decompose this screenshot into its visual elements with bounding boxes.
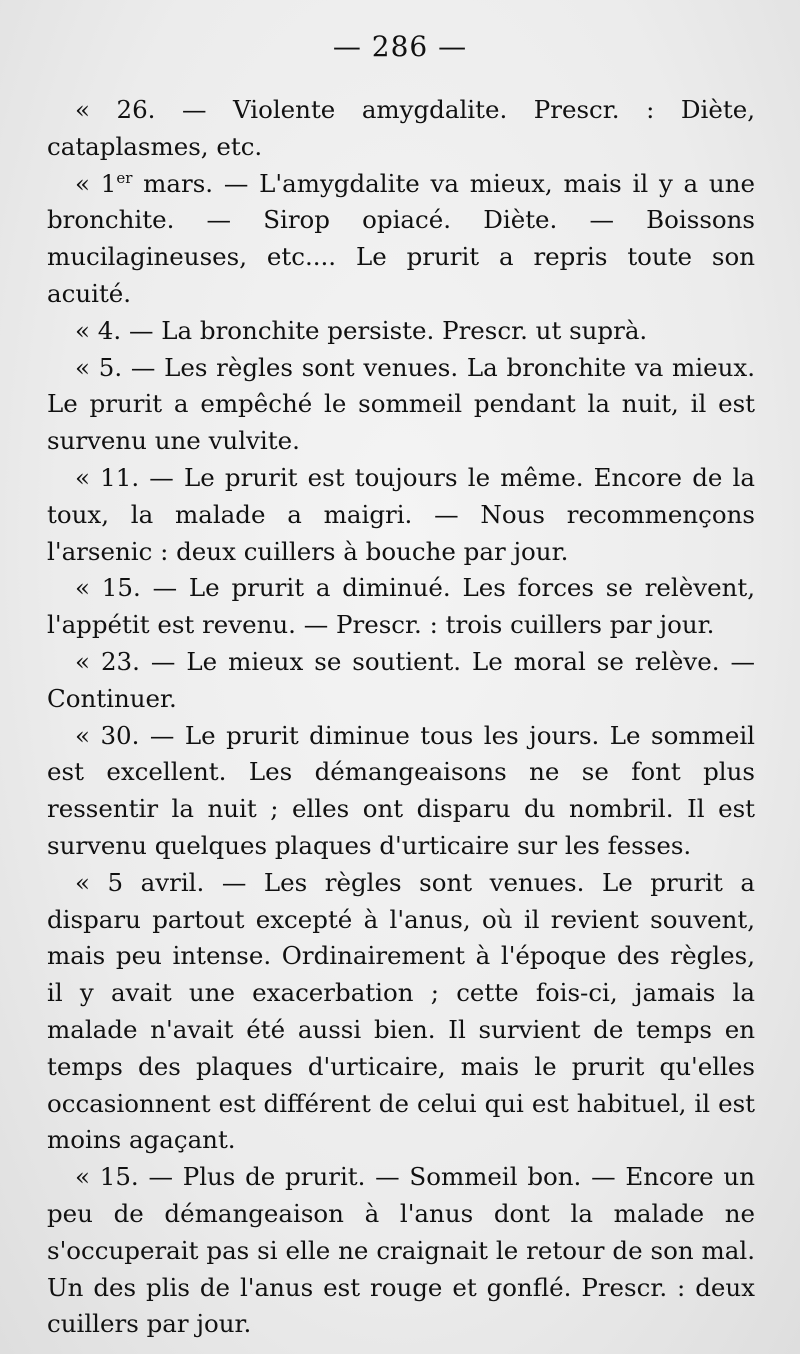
entry-23: « 23. — Le mieux se soutient. Le moral se relève. — Continuer. [47, 646, 755, 713]
entry-11: « 11. — Le prurit est toujours le même. Encore de la toux, la malade a maigri. — Nous recommençons l'arsenic : deux cuillers à bouche par jour. [47, 462, 755, 566]
entry-26: « 26. — Violente amygdalite. Prescr. : Diète, cataplasmes, etc. [47, 95, 755, 161]
entry-5-avril: « 5 avril. — Les règles sont venues. Le prurit a disparu partout excepté à l'anus, où il revient souvent, mais peu intense. Ordinairement à l'époque des règles, il y avait une exacerbation ; cette fois-ci, jamais la malade n'avait été aussi bien. Il survient de temps en temps des plaques d'urticaire, mais le prurit qu'elles occasionnent est différent de celui qui est habituel, il est moins agaçant. [47, 867, 755, 1155]
entry-30: « 30. — Le prurit diminue tous les jours. Le sommeil est excellent. Les démangeaisons ne se font plus ressentir la nuit ; elles ont disparu du nombril. Il est survenu quelques plaques d'urticaire sur les fesses. [47, 720, 755, 860]
entry-4: « 4. — La bronchite persiste. Prescr. ut suprà. [75, 315, 648, 345]
entry-15: « 15. — Le prurit a diminué. Les forces se relèvent, l'appétit est revenu. — Prescr. : trois cuillers par jour. [47, 573, 755, 640]
entry-1er-mars: « 1er mars. — L'amygdalite va mieux, mais il y a une bronchite. — Sirop opiacé. Diète. — Boissons mucilagineuses, etc.... Le prurit a repris toute son acuité. [47, 168, 755, 308]
entry-5: « 5. — Les règles sont venues. La bronchite va mieux. Le prurit a empêché le sommeil pendant la nuit, il est survenu une vulvite. [47, 352, 755, 456]
entry-15-avril: « 15. — Plus de prurit. — Sommeil bon. — Encore un peu de démangeaison à l'anus dont la malade ne s'occuperait pas si elle ne craignait le retour de son mal. Un des plis de l'anus est rouge et gonflé. Prescr. : deux cuillers par jour. [47, 1162, 755, 1339]
text-body [47, 92, 755, 1343]
page-number: — 286 — [332, 30, 468, 63]
